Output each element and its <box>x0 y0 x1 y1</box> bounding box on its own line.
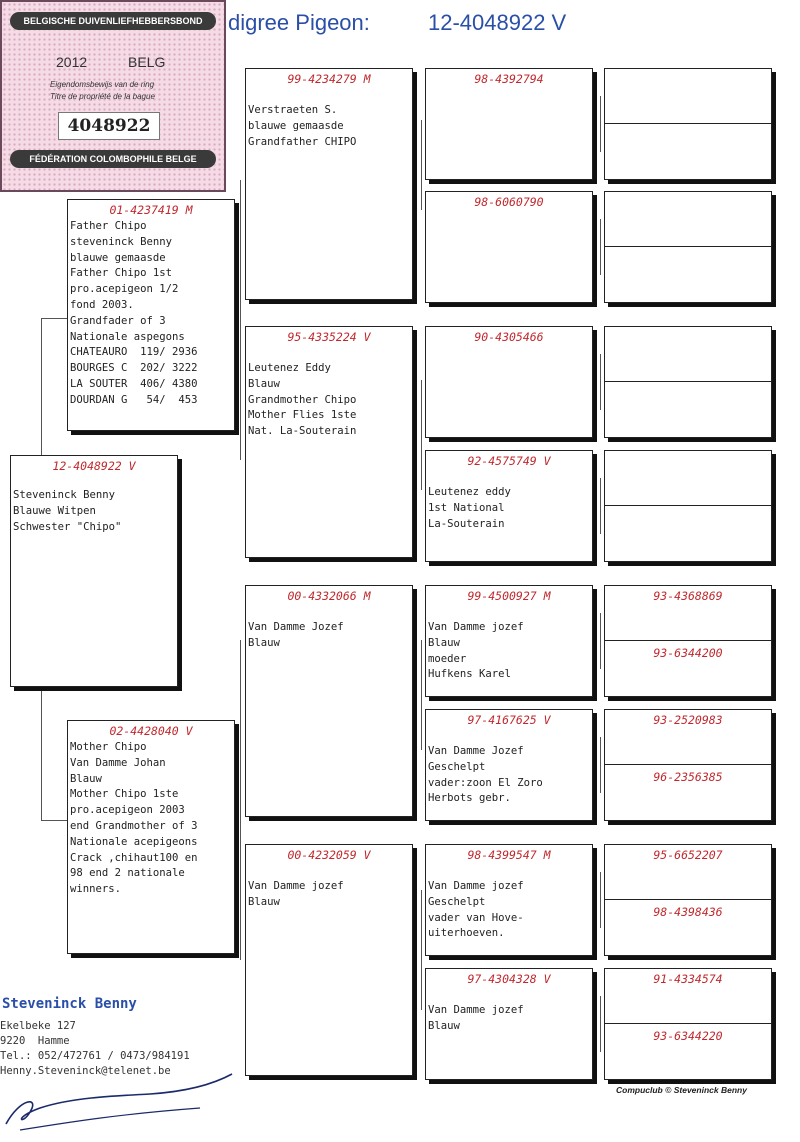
card-line: vader van Hove- <box>428 911 524 924</box>
ring-number <box>605 252 771 266</box>
card-line: blauwe gemaasde <box>70 251 166 264</box>
ring-number: 93-6344220 <box>653 1029 723 1043</box>
ring-certificate <box>0 0 226 192</box>
pedigree-card-great-grandparent-3 <box>425 326 593 438</box>
ring-number: 02-4428040 V <box>109 724 193 738</box>
certificate-country: BELG <box>128 54 166 70</box>
ring-number <box>605 454 771 468</box>
card-line: Van Damme Johan <box>70 756 166 769</box>
connector-sire-stub <box>41 318 67 319</box>
connector-ggp4 <box>600 478 601 534</box>
card-line: vader:zoon El Zoro <box>428 776 543 789</box>
card-line: Van Damme Jozef <box>428 745 524 757</box>
connector-ggp5 <box>600 613 601 669</box>
ring-number <box>605 129 771 143</box>
card-line: Nationale acepigeons <box>70 835 198 848</box>
card-line: uiterhoeven. <box>428 927 505 940</box>
pedigree-card-gen5-6 <box>604 709 772 821</box>
card-line: Father Chipo <box>70 220 147 232</box>
ring-number: 91-4334574 <box>653 972 723 986</box>
card-line: La-Souterain <box>428 517 505 530</box>
card-line: Van Damme jozef <box>428 1004 524 1016</box>
ring-number <box>605 330 771 344</box>
ring-number: 97-4167625 V <box>467 713 551 727</box>
connector-ggp2 <box>600 219 601 275</box>
pedigree-card-gen5-1 <box>604 68 772 180</box>
card-divider <box>605 899 771 900</box>
card-line: Crack ,chihaut100 en <box>70 851 198 864</box>
ring-number: 97-4304328 V <box>467 972 551 986</box>
pedigree-card-great-grandparent-4 <box>425 450 593 562</box>
card-line: Blauw <box>248 895 280 908</box>
card-line: Blauw <box>248 636 280 649</box>
ring-number: 00-4232059 V <box>287 848 371 862</box>
card-line: moeder <box>428 652 467 665</box>
card-line: Blauw <box>248 377 280 390</box>
certificate-year: 2012 <box>56 54 88 70</box>
pedigree-card-great-grandparent-7 <box>425 844 593 956</box>
certificate-ring-number: 4048922 <box>58 112 160 140</box>
ring-number: 99-4500927 M <box>467 589 551 603</box>
card-line: Blauwe Witpen <box>13 504 96 517</box>
card-divider <box>605 246 771 247</box>
connector-ggp3 <box>600 354 601 410</box>
card-line: Mother Chipo <box>70 741 147 753</box>
card-line: Van Damme jozef <box>248 880 344 892</box>
card-line: Geschelpt <box>428 895 486 908</box>
header-ring-number: 12-4048922 V <box>428 10 567 35</box>
ring-number <box>605 195 771 209</box>
card-divider <box>605 123 771 124</box>
card-divider <box>605 505 771 506</box>
connector-gp4 <box>421 890 422 1010</box>
pedigree-card-gen5-5 <box>604 585 772 697</box>
card-line: Nat. La-Souterain <box>248 425 357 438</box>
card-line: Blauw <box>70 772 102 785</box>
card-line: Leutenez eddy <box>428 486 511 498</box>
card-line: Father Chipo 1st <box>70 267 173 280</box>
ring-number: 12-4048922 V <box>52 459 136 473</box>
certificate-line1: Eigendomsbewijs van de ring <box>50 80 155 89</box>
pedigree-card-gen5-3 <box>604 326 772 438</box>
connector-ggp8 <box>600 996 601 1052</box>
ring-number: 98-4392794 <box>474 72 544 86</box>
connector-ggp7 <box>600 872 601 928</box>
pedigree-card-gen5-4 <box>604 450 772 562</box>
pedigree-card-sire <box>67 199 235 431</box>
ring-number <box>605 72 771 86</box>
ring-number: 98-4398436 <box>653 905 723 919</box>
pedigree-card-great-grandparent-5 <box>425 585 593 697</box>
pedigree-card-granddam-maternal <box>245 844 413 1076</box>
connector-dam-stub <box>41 820 67 821</box>
pedigree-card-great-grandparent-2 <box>425 191 593 303</box>
ring-number: 90-4305466 <box>474 330 544 344</box>
card-line: Grandfader of 3 <box>70 314 166 327</box>
page-title: digree Pigeon: <box>228 10 370 35</box>
pedigree-card-granddam-paternal <box>245 326 413 558</box>
connector-ggp6 <box>600 737 601 793</box>
pedigree-card-great-grandparent-8 <box>425 968 593 1080</box>
pedigree-card-grandsire-maternal <box>245 585 413 817</box>
certificate-top-banner: BELGISCHE DUIVENLIEFHEBBERSBOND <box>10 12 216 30</box>
ring-number: 98-4399547 M <box>467 848 551 862</box>
card-divider <box>605 640 771 641</box>
card-line: Mother Chipo 1ste <box>70 788 179 801</box>
card-line: Grandmother Chipo <box>248 393 357 406</box>
card-line: pro.acepigeon 1/2 <box>70 283 179 296</box>
card-line: end Grandmother of 3 <box>70 819 198 832</box>
connector-subject-dam <box>41 687 42 820</box>
breeder-name: Steveninck Benny <box>2 996 137 1012</box>
pedigree-card-subject <box>10 455 178 687</box>
card-line: steveninck Benny <box>70 235 173 248</box>
card-line: 98 end 2 nationale <box>70 867 185 880</box>
pedigree-card-gen5-2 <box>604 191 772 303</box>
card-line: DOURDAN G 54/ 453 <box>70 393 198 406</box>
card-line: Herbots gebr. <box>428 792 511 805</box>
ring-number: 00-4332066 M <box>287 589 371 603</box>
pedigree-card-dam <box>67 720 235 954</box>
ring-number: 01-4237419 M <box>109 203 193 217</box>
card-line: Leutenez Eddy <box>248 362 331 374</box>
card-line: Blauw <box>428 1019 460 1032</box>
ring-number: 93-4368869 <box>653 589 723 603</box>
ring-number: 93-6344200 <box>653 646 723 660</box>
footer-credit: Compuclub © Steveninck Benny <box>616 1085 747 1095</box>
breeder-phone: Tel.: 052/472761 / 0473/984191 <box>0 1050 190 1062</box>
card-line: Hufkens Karel <box>428 668 511 681</box>
pedigree-card-gen5-8 <box>604 968 772 1080</box>
ring-number: 95-4335224 V <box>287 330 371 344</box>
card-line: Van Damme jozef <box>428 621 524 633</box>
card-divider <box>605 381 771 382</box>
card-line: Steveninck Benny <box>13 489 116 501</box>
card-line: 1st National <box>428 501 505 514</box>
ring-number <box>605 511 771 525</box>
card-line: fond 2003. <box>70 298 134 311</box>
card-line: Van Damme jozef <box>428 880 524 892</box>
card-divider <box>605 1023 771 1024</box>
card-line: BOURGES C 202/ 3222 <box>70 362 198 375</box>
card-divider <box>605 764 771 765</box>
connector-subject-sire <box>41 318 42 455</box>
signature <box>0 1068 240 1138</box>
connector-dam-grandparents <box>240 640 241 960</box>
card-line: blauwe gemaasde <box>248 119 344 132</box>
connector-sire-grandparents <box>240 180 241 460</box>
breeder-email: Henny.Steveninck@telenet.be <box>0 1065 171 1077</box>
card-line: Mother Flies 1ste <box>248 409 357 422</box>
pedigree-card-great-grandparent-1 <box>425 68 593 180</box>
connector-gp3 <box>421 640 422 750</box>
card-line: Geschelpt <box>428 760 486 773</box>
certificate-bottom-banner: FÉDÉRATION COLOMBOPHILE BELGE <box>10 150 216 168</box>
card-line: CHATEAURO 119/ 2936 <box>70 346 198 359</box>
ring-number <box>605 387 771 401</box>
ring-number: 98-6060790 <box>474 195 544 209</box>
ring-number: 96-2356385 <box>653 770 723 784</box>
card-line: Grandfather CHIPO <box>248 135 357 148</box>
connector-gp1 <box>421 120 422 210</box>
ring-number: 93-2520983 <box>653 713 723 727</box>
card-line: Blauw <box>428 636 460 649</box>
card-line: Van Damme Jozef <box>248 621 344 633</box>
card-line: Nationale aspegons <box>70 330 185 343</box>
pedigree-card-grandsire-paternal <box>245 68 413 300</box>
card-line: winners. <box>70 883 122 896</box>
pedigree-card-great-grandparent-6 <box>425 709 593 821</box>
connector-ggp1 <box>600 96 601 152</box>
breeder-street: Ekelbeke 127 <box>0 1020 76 1032</box>
connector-gp2 <box>421 380 422 490</box>
certificate-line2: Titre de propriété de la bague <box>50 92 155 101</box>
ring-number: 99-4234279 M <box>287 72 371 86</box>
ring-number: 95-6652207 <box>653 848 723 862</box>
pedigree-card-gen5-7 <box>604 844 772 956</box>
card-line: pro.acepigeon 2003 <box>70 804 185 817</box>
card-line: LA SOUTER 406/ 4380 <box>70 377 198 390</box>
ring-number: 92-4575749 V <box>467 454 551 468</box>
breeder-city: 9220 Hamme <box>0 1035 70 1047</box>
card-line: Verstraeten S. <box>248 104 338 116</box>
card-line: Schwester "Chipo" <box>13 520 122 533</box>
